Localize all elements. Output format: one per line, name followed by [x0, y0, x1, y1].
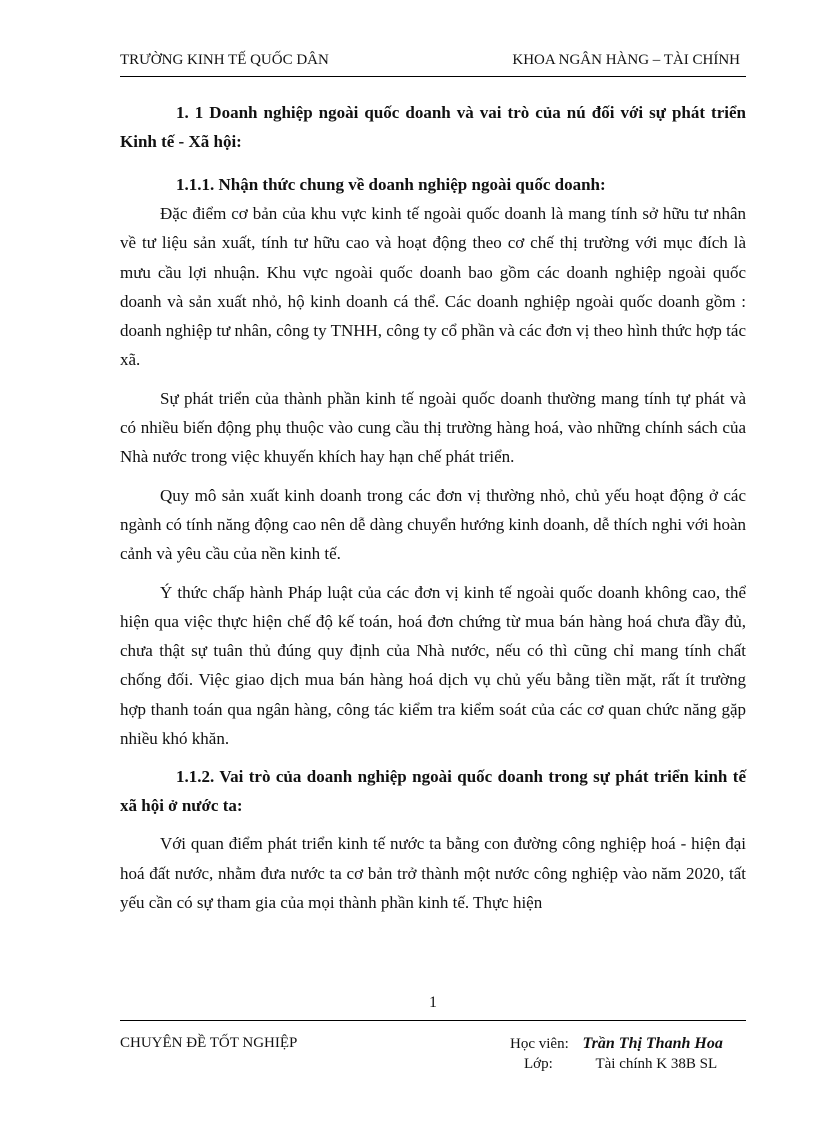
footer-thesis-label: CHUYÊN ĐỀ TỐT NGHIỆP: [120, 1035, 298, 1051]
header-faculty: KHOA NGÂN HÀNG – TÀI CHÍNH: [512, 52, 740, 68]
section-heading-1-1-2: 1.1.2. Vai trò của doanh nghiệp ngoài quốc doanh trong sự phát triển kinh tế xã hội ở nước ta:: [120, 767, 746, 816]
page-header: [120, 50, 746, 77]
paragraph-1: Đặc điểm cơ bản của khu vực kinh tế ngoài quốc doanh là mang tính sở hữu tư nhân về tư liệu sản xuất, tính tư hữu cao và hoạt động theo cơ chế thị trường với mục đích là mưu cầu lợi nhuận. Khu vực ngoài quốc doanh bao gồm các doanh nghiệp ngoài quốc doanh và sản xuất nhỏ, hộ kinh doanh cá thể. Các doanh nghiệp ngoài quốc doanh gồm : doanh nghiệp tư nhân, công ty TNHH, công ty cổ phần và các đơn vị theo hình thức hợp tác xã.: [120, 204, 746, 370]
class-label: Lớp:: [524, 1056, 553, 1072]
page-number: 1: [429, 994, 437, 1011]
paragraph-4: Ý thức chấp hành Pháp luật của các đơn vị kinh tế ngoài quốc doanh không cao, thể hiện qua việc thực hiện chế độ kế toán, hoá đơn chứng từ mua bán hàng hoá chưa đầy đủ, chưa thật sự tuân thủ đúng quy định của Nhà nước, nếu có thì cũng chỉ mang tính chất chống đối. Việc giao dịch mua bán hàng hoá dịch vụ chủ yếu bằng tiền mặt, rất ít trường hợp thanh toán qua ngân hàng, công tác kiểm tra kiểm soát của các cơ quan chức năng gặp nhiều khó khăn.: [120, 582, 746, 749]
paragraph-3: Quy mô sản xuất kinh doanh trong các đơn vị thường nhỏ, chủ yếu hoạt động ở các ngành có tính năng động cao nên dễ dàng chuyển hướng kinh doanh, dễ thích nghi với hoàn cảnh và yêu cầu của nền kinh tế.: [120, 485, 746, 564]
paragraph-5: Với quan điểm phát triển kinh tế nước ta bằng con đường công nghiệp hoá - hiện đại hoá đất nước, nhằm đưa nước ta cơ bản trở thành một nước công nghiệp vào năm 2020, tất yếu cần có sự tham gia của mọi thành phần kinh tế. Thực hiện: [120, 834, 746, 912]
student-label: Học viên:: [510, 1036, 569, 1052]
document-body: [120, 98, 746, 917]
footer-student-info: [510, 1034, 723, 1074]
section-heading-1-1-1: 1.1.1. Nhận thức chung về doanh nghiệp ngoài quốc doanh:: [176, 175, 606, 194]
section-heading-1-1: 1. 1 Doanh nghiệp ngoài quốc doanh và vai trò của nú đối với sự phát triển Kinh tế - Xã hội:: [120, 103, 746, 151]
paragraph-2: Sự phát triển của thành phần kinh tế ngoài quốc doanh thường mang tính tự phát và có nhiều biến động phụ thuộc vào cung cầu thị trường hàng hoá, vào những chính sách của Nhà nước trong việc khuyến khích hay hạn chế phát triển.: [120, 388, 746, 467]
class-value: Tài chính K 38B SL: [595, 1056, 718, 1072]
footer-divider: [120, 1020, 746, 1021]
header-school: TRƯỜNG KINH TẾ QUỐC DÂN: [120, 52, 329, 68]
student-name: Trần Thị Thanh Hoa: [582, 1035, 723, 1052]
